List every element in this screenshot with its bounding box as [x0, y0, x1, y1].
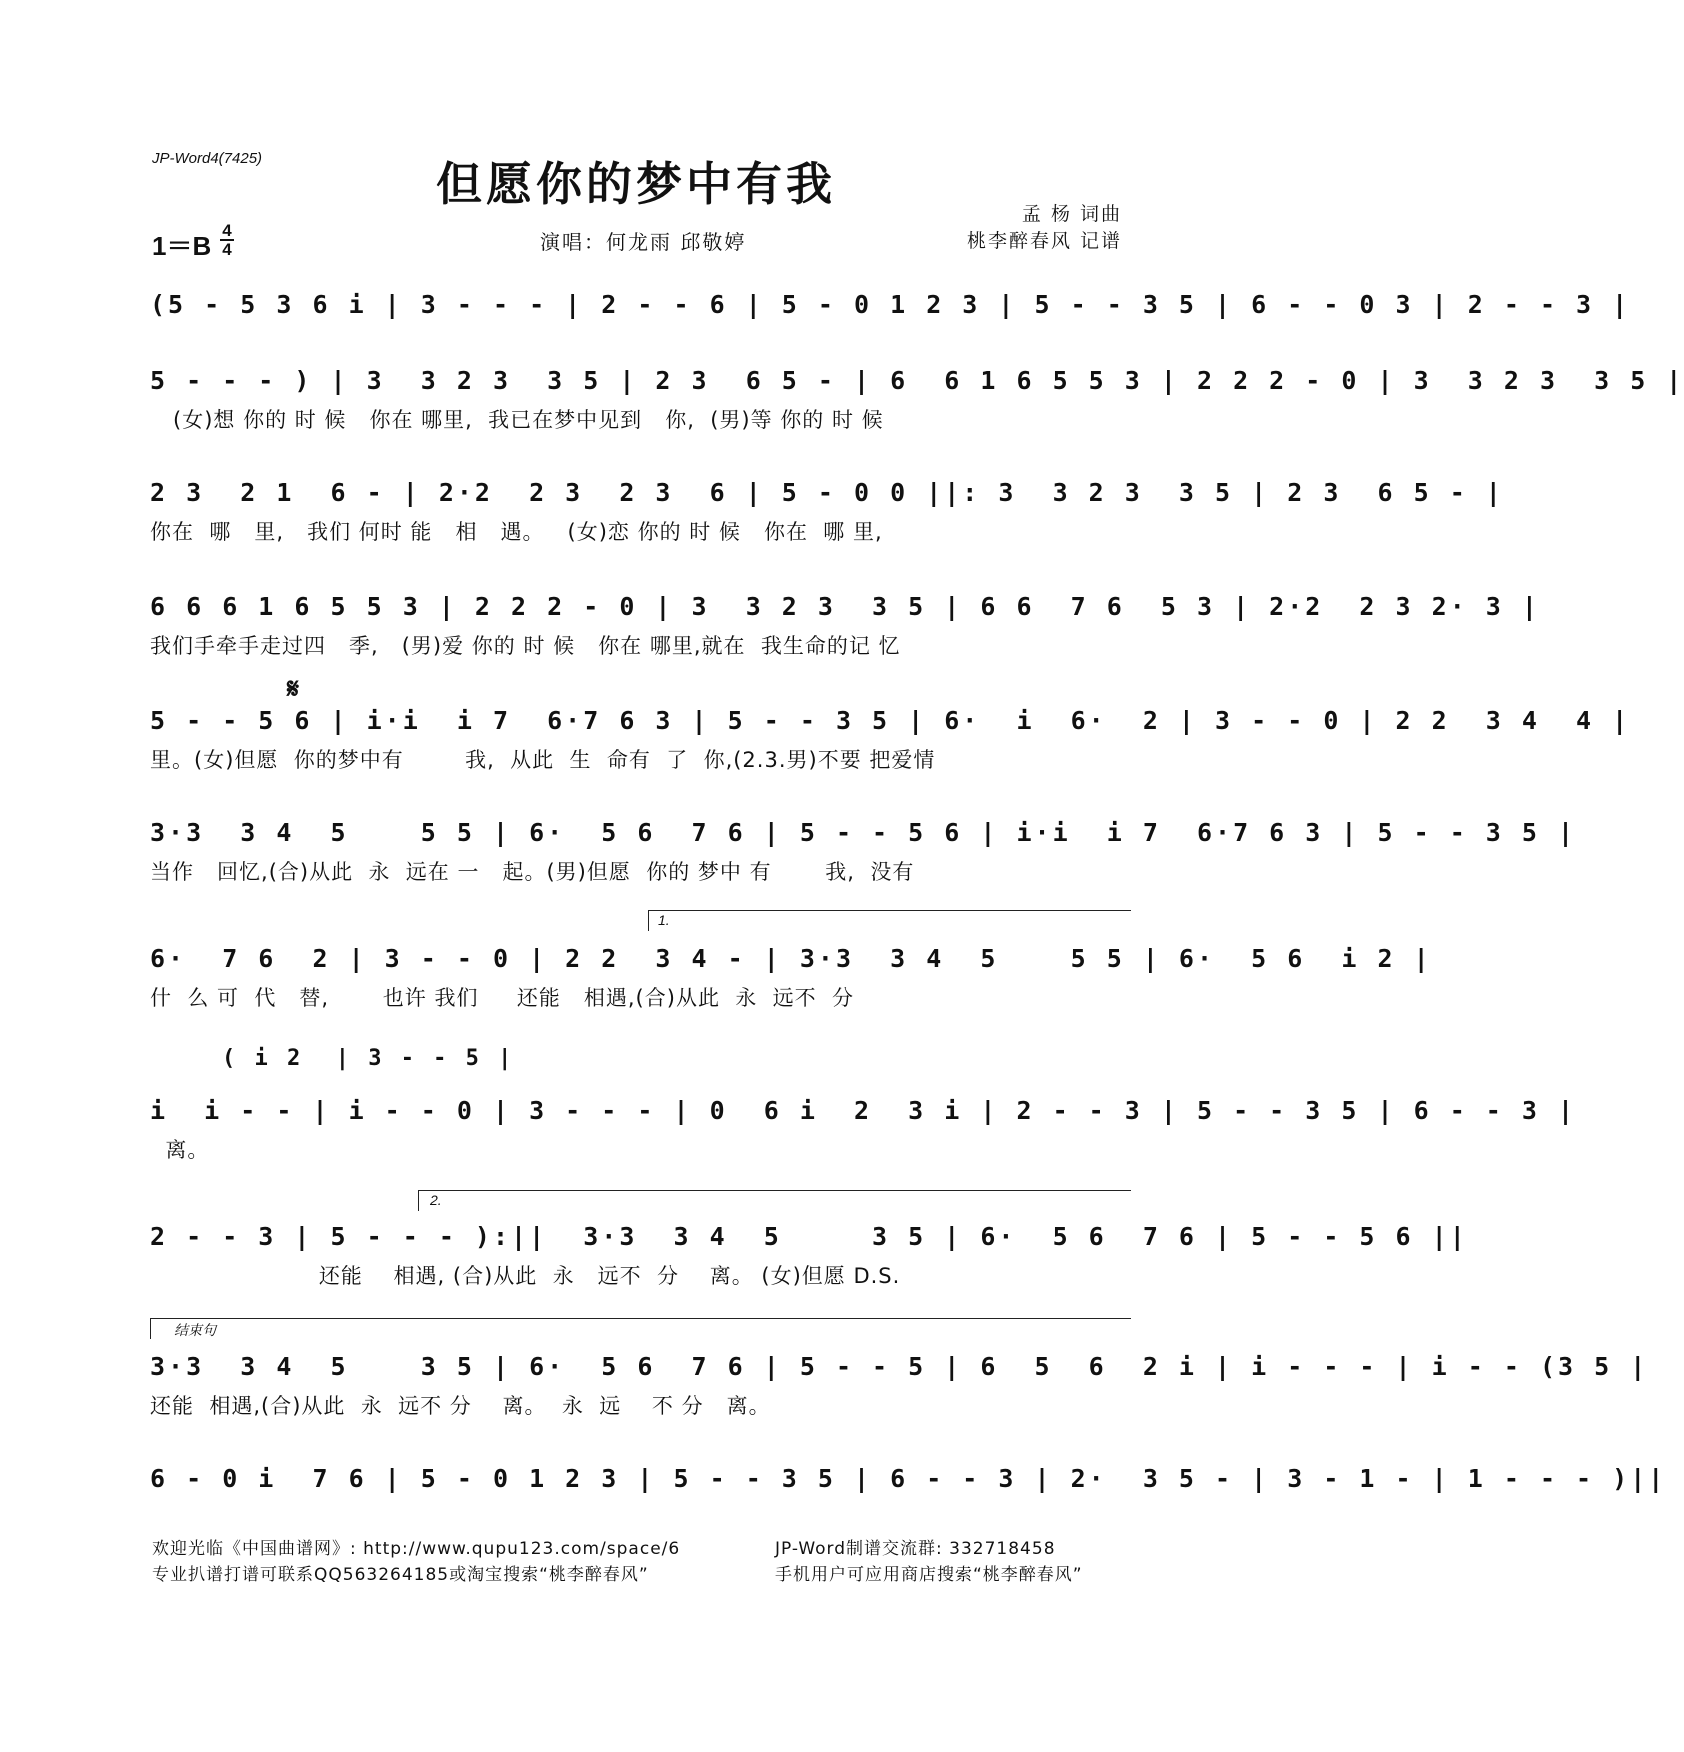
footer-app: 手机用户可应用商店搜索“桃李醉春风” [775, 1565, 1083, 1585]
lyrics-row: (女)想 你的 时 候 你在 哪里, 我已在梦中见到 你, (男)等 你的 时 候 [150, 408, 884, 432]
lyrics-row: 还能 相遇,(合)从此 永 远不 分 离。 永 远 不 分 离。 [150, 1394, 771, 1418]
lyrics-row: 当作 回忆,(合)从此 永 远在 一 起。(男)但愿 你的 梦中 有 我, 没有 [150, 860, 915, 884]
second-ending-number: 2. [430, 1192, 442, 1208]
second-ending-bracket [418, 1190, 1131, 1211]
lyricist-credit: 孟 杨 词曲 [1021, 203, 1122, 225]
song-title: 但愿你的梦中有我 [436, 157, 836, 211]
time-signature-top: 4 [222, 221, 232, 240]
notation-row: i i - - | i - - 0 | 3 - - - | 0 6 i 2 3 i | 2 - - 3 | 5 - - 3 5 | 6 - - 3 | [150, 1096, 1577, 1125]
coda-label: 结束句 [174, 1322, 216, 1338]
transcriber-credit: 桃李醉春风 记谱 [966, 230, 1122, 252]
footer-contact: 专业扒谱打谱可联系QQ563264185或淘宝搜索“桃李醉春风” [152, 1565, 649, 1585]
notation-row: 6 - 0 i 7 6 | 5 - 0 1 2 3 | 5 - - 3 5 | 6 - - 3 | 2· 3 5 - | 3 - 1 - | 1 - - - )|| [150, 1464, 1667, 1493]
footer-website: 欢迎光临《中国曲谱网》: http://www.qupu123.com/space/6 [152, 1539, 681, 1559]
notation-row: 6· 7 6 2 | 3 - - 0 | 2 2 3 4 - | 3·3 3 4 5 5 5 | 6· 5 6 i 2 | [150, 944, 1432, 973]
lyrics-row: 里。(女)但愿 你的梦中有 我, 从此 生 命有 了 你,(2.3.男)不要 把爱情 [150, 748, 936, 772]
footer-group: JP-Word制谱交流群: 332718458 [775, 1539, 1056, 1559]
lyrics-row: 什 么 可 代 替, 也许 我们 还能 相遇,(合)从此 永 远不 分 [150, 986, 854, 1010]
notation-row: 6 6 6 1 6 5 5 3 | 2 2 2 - 0 | 3 3 2 3 3 5 | 6 6 7 6 5 3 | 2·2 2 3 2· 3 | [150, 592, 1540, 621]
notation-row: (5 - 5 3 6 i | 3 - - - | 2 - - 6 | 5 - 0 1 2 3 | 5 - - 3 5 | 6 - - 0 3 | 2 - - 3 | [150, 290, 1631, 319]
lyrics-row: 你在 哪 里, 我们 何时 能 相 遇。 (女)恋 你的 时 候 你在 哪 里, [150, 520, 883, 544]
ossia-passage: ( i 2 | 3 - - 5 | [222, 1046, 515, 1071]
lyrics-row: 离。 [150, 1138, 210, 1162]
key-signature: 1＝B [152, 231, 212, 261]
notation-row: 2 - - 3 | 5 - - - ):|| 3·3 3 4 5 3 5 | 6· 5 6 7 6 | 5 - - 5 6 || [150, 1222, 1468, 1251]
notation-row: 5 - - - ) | 3 3 2 3 3 5 | 2 3 6 5 - | 6 6 1 6 5 5 3 | 2 2 2 - 0 | 3 3 2 3 3 5 | [150, 366, 1684, 395]
first-ending-number: 1. [658, 912, 670, 928]
segno-sign: 𝄋 [287, 672, 300, 705]
lyrics-row: 我们手牵手走过四 季, (男)爱 你的 时 候 你在 哪里,就在 我生命的记 忆 [150, 634, 901, 658]
notation-row: 2 3 2 1 6 - | 2·2 2 3 2 3 6 | 5 - 0 0 ||: 3 3 2 3 3 5 | 2 3 6 5 - | [150, 478, 1504, 507]
time-signature-bottom: 4 [222, 240, 232, 259]
time-signature [220, 222, 234, 258]
coda-bracket [150, 1318, 1131, 1339]
notation-row: 3·3 3 4 5 5 5 | 6· 5 6 7 6 | 5 - - 5 6 | i·i i 7 6·7 6 3 | 5 - - 3 5 | [150, 818, 1577, 847]
lyrics-row: 还能 相遇, (合)从此 永 远不 分 离。 (女)但愿 D.S. [150, 1264, 901, 1288]
notation-row: 3·3 3 4 5 3 5 | 6· 5 6 7 6 | 5 - - 5 | 6 5 6 2 i | i - - - | i - - (3 5 | [150, 1352, 1649, 1381]
edition-label: JP-Word4(7425) [152, 150, 263, 167]
notation-row: 5 - - 5 6 | i·i i 7 6·7 6 3 | 5 - - 3 5 | 6· i 6· 2 | 3 - - 0 | 2 2 3 4 4 | [150, 706, 1631, 735]
first-ending-bracket [648, 910, 1131, 931]
singer-credit: 演唱：何龙雨 邱敬婷 [540, 230, 747, 254]
